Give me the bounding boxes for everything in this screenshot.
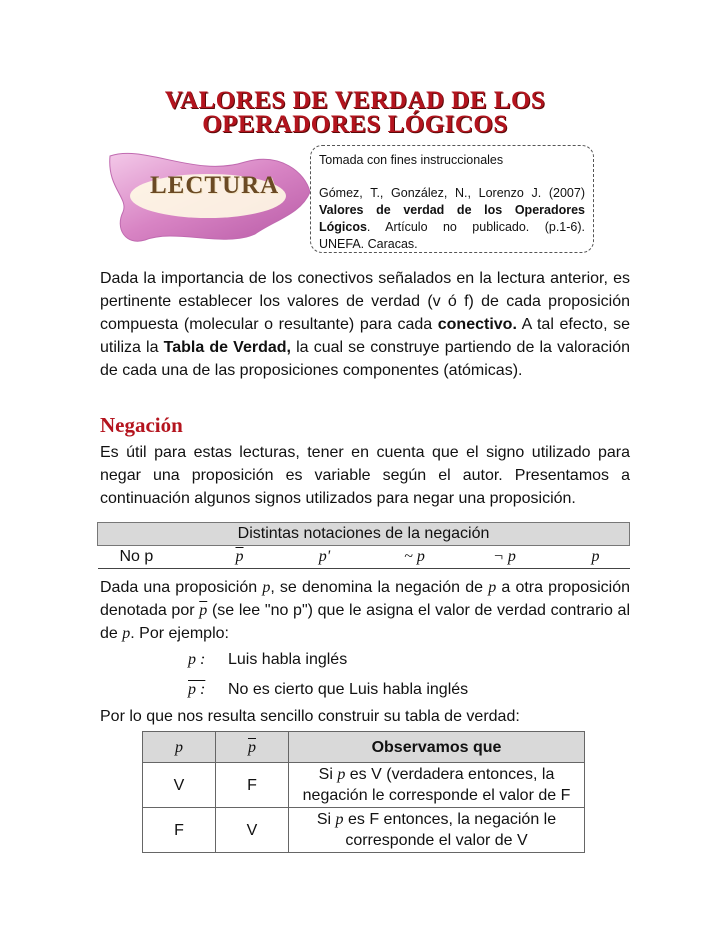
table-row [143,763,585,808]
truth-intro: Por lo que nos resulta sencillo construir su tabla de verdad: [100,708,520,725]
truth-cell-p: V [143,763,216,808]
notation-no-p: No p [98,546,200,569]
definition-paragraph: Dada una proposición p, se denomina la negación de p a otra proposición denotada por $\overline{p}$ (se lee "no p") que le asigna el valor de verdad contrario al de p. Por ejemplo: [100,579,631,642]
reference-work-title: Valores de verdad de los Operadores Lógicos [319,203,585,234]
example-2-text: No es cierto que Luis habla inglés [228,681,469,698]
example-2-variable: p : [188,681,206,698]
intro-paragraph [100,267,630,382]
intro-bold-2: Tabla de Verdad, [163,339,291,356]
example-1-text: Luis habla inglés [228,651,348,668]
section-paragraph: Es útil para estas lecturas, tener en cuenta que el signo utilizado para negar una proposición es variable según el autor. Presentamos a continuación algunos signos utilizados para negar una proposición. [100,444,630,507]
truth-header-p: p [143,732,216,763]
reference-source: Tomada con fines instruccionales [319,153,504,167]
reference-citation [319,185,585,253]
notation-prime-p: p' [280,546,370,569]
truth-cell-not-p: F [216,763,289,808]
notation-tilde-p: ~ p [370,546,460,569]
notation-table [97,522,630,569]
truth-cell-observation: Si p es F entonces, la negación le corresponde el valor de V [289,808,585,853]
truth-cell-p: F [143,808,216,853]
example-1-variable: p : [188,651,206,668]
truth-header-not-p: $\overline{p}$ [216,732,289,763]
truth-cell-observation: Si p es V (verdadera entonces, la negación le corresponde el valor de F [289,763,585,808]
reference-box [310,145,594,253]
section-heading: Negación [100,413,183,437]
truth-header-observamos: Observamos que [289,732,585,763]
intro-text-2: A tal efecto, se utiliza la [100,316,631,356]
truth-table [142,731,585,853]
intro-text-3: la cual se construye partiendo de la valoración de cada una de las proposiciones componentes (atómicas). [100,339,630,379]
reference-rest: . Artículo no publicado. (p.1-6). UNEFA. Caracas. [319,220,585,251]
intro-text-1: Dada la importancia de los conectivos señalados en la lectura anterior, es pertinente establecer los valores de verdad (v ó f) de cada proposición compuesta (molecular o resultante) para cada [100,270,630,333]
lectura-banner-label: LECTURA [150,172,280,199]
notation-plain-p: p [550,546,630,569]
table-row [143,808,585,853]
reference-authors: Gómez, T., González, N., Lorenzo J. (2007) [319,186,585,200]
page-title-line-1: VALORES DE VERDAD DE LOS [164,87,546,114]
page-title-line-2: OPERADORES LÓGICOS [202,111,508,138]
truth-cell-not-p: V [216,808,289,853]
notation-not-p: ¬ p [460,546,550,569]
intro-bold-1: conectivo. [437,316,517,333]
notation-caption: Distintas notaciones de la negación [98,523,630,546]
notation-overline-p: $\overline{p}$ [200,546,280,569]
